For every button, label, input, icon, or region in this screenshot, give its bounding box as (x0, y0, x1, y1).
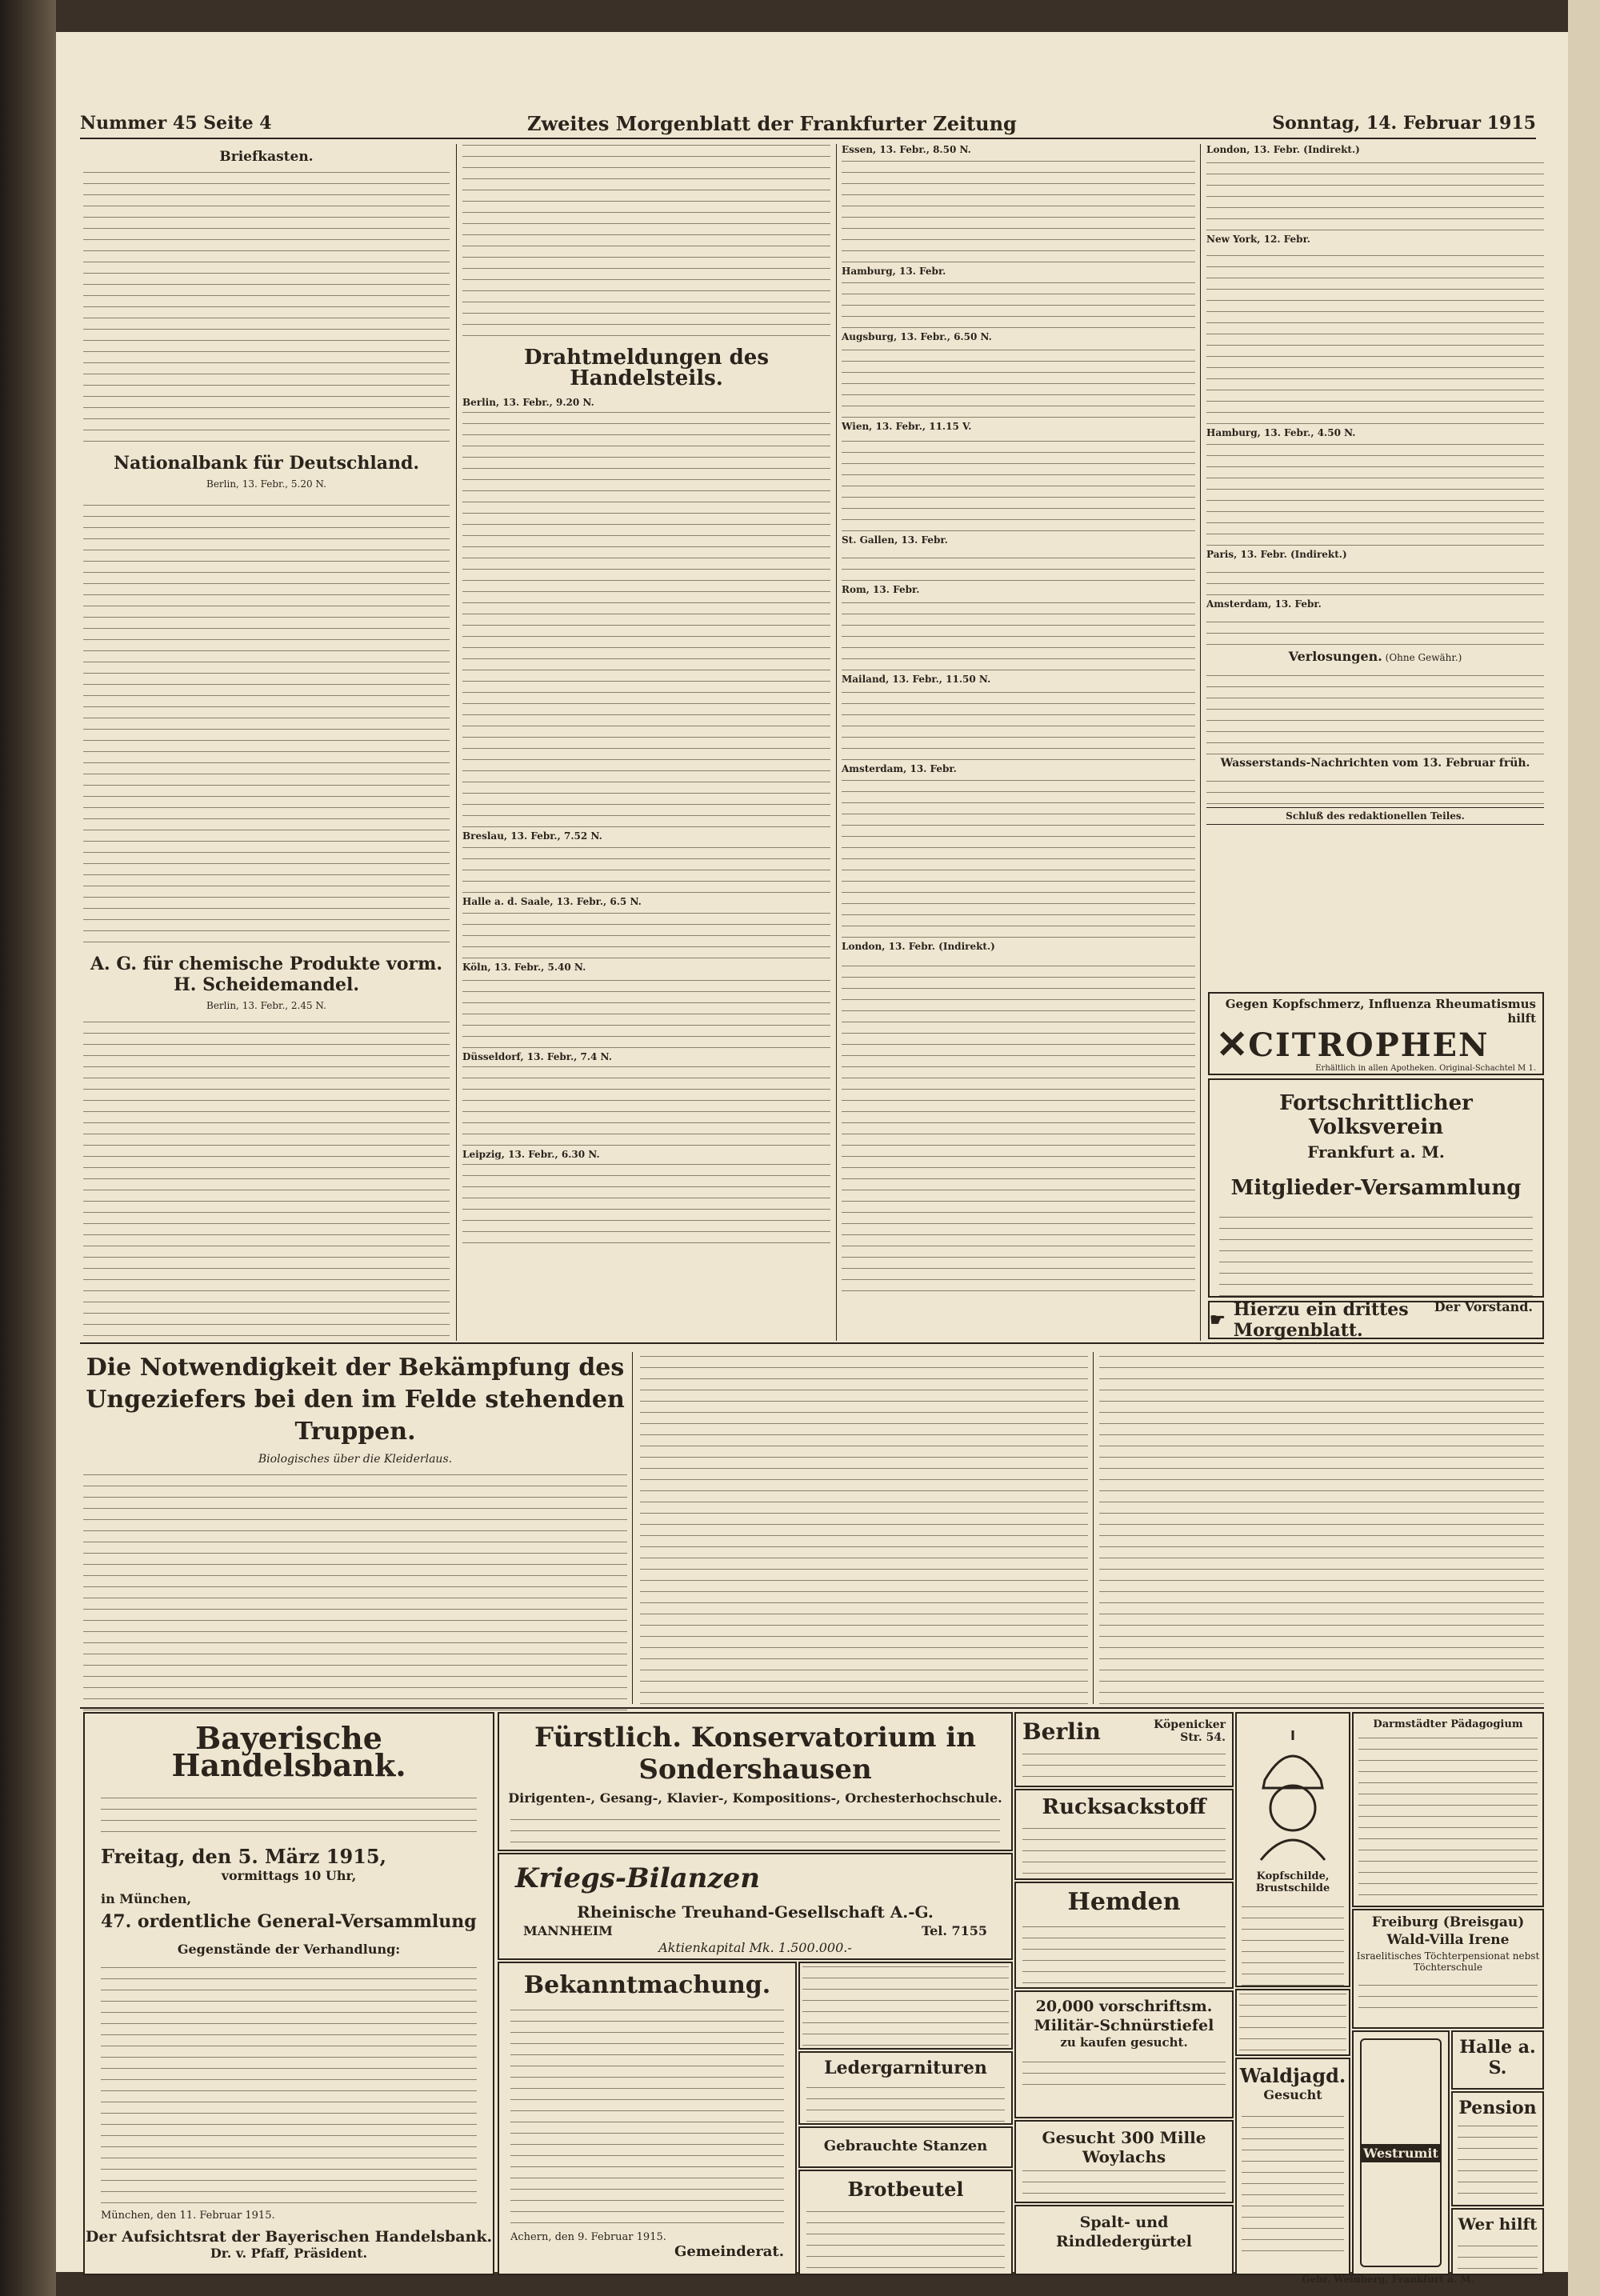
bank-ad-chair: Dr. v. Pfaff, Präsident. (210, 2246, 368, 2261)
issue-date: Sonntag, 14. Februar 1915 (1272, 113, 1536, 134)
feature-article (83, 1352, 627, 1704)
dateline: Düsseldorf, 13. Febr., 7.4 N. (462, 1051, 612, 1062)
berlin-city: Berlin (1022, 1718, 1101, 1745)
bank-ad-date2: München, den 11. Februar 1915. (101, 2210, 275, 2222)
ad-waldjagd (1235, 2058, 1350, 2275)
dateline: Amsterdam, 13. Febr. (842, 763, 957, 774)
bank-ad-sign: Der Aufsichtsrat der Bayerischen Handelsbank. (85, 2228, 493, 2246)
feature-subtitle: Biologisches über die Kleiderlaus. (258, 1453, 453, 1466)
bank-ad-agenda: Gegenstände der Verhandlung: (177, 1942, 401, 1957)
leder-title: Ledergarnituren (824, 2058, 987, 2078)
ad-rucksackstoff (1014, 1789, 1234, 1880)
column-2 (462, 144, 830, 1336)
rucksack-title: Rucksackstoff (1042, 1795, 1206, 1819)
berlin-addr: Köpenicker Str. 54. (1154, 1718, 1226, 1744)
kriegs-tel: Tel. 7155 (922, 1923, 987, 1938)
text-block (83, 1016, 450, 1336)
text-block (462, 1066, 830, 1146)
dateline: New York, 12. Febr. (1206, 234, 1310, 245)
citrophen-tagline: Gegen Kopfschmerz, Influenza Rheumatismus hilft (1225, 997, 1536, 1026)
halle-title: Halle a. S. (1459, 2037, 1536, 2078)
schnuer-title: 20,000 vorschriftsm. Militär-Schnürstiefel (1034, 1998, 1214, 2034)
column-3 (842, 144, 1195, 1336)
wer-hilft-title: Wer hilft (1458, 2214, 1538, 2234)
helmet-soldier-icon (1249, 1724, 1337, 1860)
book-spine (0, 0, 56, 2296)
ad-bekanntmachung (498, 1962, 797, 2275)
citrophen-sub: Erhältlich in allen Apotheken. Original-Schachtel M 1. (1315, 1064, 1536, 1073)
ad-konservatorium (498, 1712, 1013, 1851)
dateline: Breslau, 13. Febr., 7.52 N. (462, 830, 602, 842)
bottom-city: Frankfurt a. M. (1391, 2274, 1474, 2285)
text-block (462, 144, 830, 336)
brotbeutel-title: Brotbeutel (847, 2178, 964, 2201)
feature-title: Die Notwendigkeit der Bekämpfung des Ungeziefers bei den im Felde stehenden Truppen. (86, 1354, 625, 1446)
dateline: Mailand, 13. Febr., 11.50 N. (842, 674, 991, 685)
kriegs-firm: Rheinische Treuhand-Gesellschaft A.-G. (577, 1902, 934, 1922)
kopfschild-title: Kopfschilde, Brustschilde (1255, 1870, 1330, 1894)
ad-brotbeutel (798, 2170, 1013, 2275)
bekannt-place: Achern, den 9. Februar 1915. (510, 2231, 666, 2243)
bottom-firm-line (1235, 2274, 1541, 2285)
page-edge (1568, 0, 1600, 2296)
feature-continuation (640, 1352, 1088, 1704)
ad-woylachs (1014, 2120, 1234, 2203)
dateline: London, 13. Febr. (Indirekt.) (1206, 144, 1360, 155)
dateline: Köln, 13. Febr., 5.40 N. (462, 962, 586, 973)
ad-volksverein (1208, 1078, 1544, 1314)
column-1 (83, 144, 450, 1336)
notice-third-morning (1208, 1301, 1544, 1339)
ad-berlin (1014, 1712, 1234, 1787)
ad-bayerische-handelsbank (83, 1712, 494, 2275)
ad-pension (1451, 2091, 1544, 2206)
page-header (80, 109, 1536, 139)
dateline: Paris, 13. Febr. (Indirekt.) (1206, 549, 1347, 560)
verein-meeting: Mitglieder-Versammlung (1230, 1176, 1522, 1200)
konserv-sub: Dirigenten-, Gesang-, Klavier-, Kompositions-, Orchesterhochschule. (508, 1790, 1002, 1806)
dateline: Berlin, 13. Febr., 5.20 N. (206, 478, 326, 490)
ad-kriegs-bilanzen (498, 1853, 1013, 1960)
dateline: Berlin, 13. Febr., 2.45 N. (206, 1000, 326, 1011)
dateline: Wien, 13. Febr., 11.15 V. (842, 421, 972, 432)
issue-number: Nummer 45 Seite 4 (80, 113, 272, 134)
ad-citrophen (1208, 992, 1544, 1075)
ad-stanzen (798, 2126, 1013, 2168)
ad-small-notice (798, 1962, 1013, 2050)
section-briefkasten: Briefkasten. (219, 149, 314, 165)
dateline: St. Gallen, 13. Febr. (842, 534, 948, 546)
verein-city: Frankfurt a. M. (1307, 1142, 1445, 1162)
verein-title: Fortschrittlicher Volksverein (1279, 1091, 1473, 1139)
paed-title: Darmstädter Pädagogium (1373, 1718, 1523, 1730)
schnuer-sub: zu kaufen gesucht. (1060, 2035, 1188, 2050)
dateline: Hamburg, 13. Febr. (842, 266, 946, 277)
hemden-title: Hemden (1067, 1888, 1181, 1916)
spalt-title: Spalt- und Rindledergürtel (1056, 2214, 1192, 2250)
masthead: Zweites Morgenblatt der Frankfurter Zeitung (526, 111, 1017, 135)
ad-freiburg (1352, 1909, 1544, 2029)
verein-sign: Der Vorstand. (1434, 1299, 1533, 1314)
ad-westrumit-can (1352, 2030, 1450, 2275)
woylachs-title: Gesucht 300 Mille Woylachs (1042, 2128, 1206, 2166)
text-block (462, 1163, 830, 1243)
text-block (462, 976, 830, 1048)
freiburg-sub: Israelitisches Töchterpensionat nebst Töchterschule (1356, 1950, 1540, 1973)
ad-wer-hilft (1451, 2208, 1544, 2275)
dateline: Halle a. d. Saale, 13. Febr., 6.5 N. (462, 896, 642, 907)
feature-continuation (1099, 1352, 1544, 1704)
third-morning-text: Hierzu ein drittes Morgenblatt. (1233, 1299, 1409, 1341)
kriegs-title: Kriegs-Bilanzen (515, 1862, 761, 1894)
bottom-firm: Gebr. Weinberg, (1302, 2274, 1389, 2285)
ad-paedagogium (1352, 1712, 1544, 1907)
lottery-note: (Ohne Gewähr.) (1385, 652, 1462, 663)
text-block (462, 411, 830, 827)
bekannt-title: Bekanntmachung. (523, 1971, 771, 1999)
newspaper-page (56, 32, 1568, 2285)
ad-small-notice (1235, 1989, 1350, 2056)
text-block (462, 910, 830, 958)
dateline: London, 13. Febr. (Indirekt.) (842, 941, 995, 952)
kriegs-city: MANNHEIM (523, 1923, 613, 1938)
text-block (83, 494, 450, 942)
konserv-title: Fürstlich. Konservatorium in Sondershausen (534, 1722, 976, 1786)
text-block (462, 845, 830, 893)
pointing-hand-icon: ☛ (1210, 1310, 1226, 1330)
dateline: Essen, 13. Febr., 8.50 N. (842, 144, 971, 155)
bekannt-sign: Gemeinderat. (674, 2243, 784, 2260)
kriegs-capital: Aktienkapital Mk. 1.500.000.- (658, 1940, 852, 1955)
waldjagd-sub: Gesucht (1263, 2087, 1322, 2102)
ad-ledergarnituren (798, 2051, 1013, 2125)
ad-hemden (1014, 1882, 1234, 1989)
headline-scheidemandel: A. G. für chemische Produkte vorm. H. Scheidemandel. (90, 954, 443, 995)
section-drahtmeldungen: Drahtmeldungen des Handelsteils. (524, 346, 769, 390)
ad-kopfschilde (1235, 1712, 1350, 1987)
ad-schnuerstiefel (1014, 1990, 1234, 2118)
waldjagd-title: Waldjagd. (1239, 2064, 1346, 2087)
westrumit-name: Westrumit (1360, 2144, 1442, 2162)
water-title: Wasserstands-Nachrichten vom 13. Februar früh. (1220, 757, 1530, 770)
text-block (83, 170, 450, 442)
bank-ad-city: in München, (101, 1891, 192, 1906)
dateline: Berlin, 13. Febr., 9.20 N. (462, 397, 594, 408)
soldier-illustration (1243, 1720, 1342, 1864)
stanzen-title: Gebrauchte Stanzen (823, 2138, 988, 2154)
freiburg-title: Freiburg (Breisgau) Wald-Villa Irene (1371, 1914, 1525, 1948)
dateline: Hamburg, 13. Febr., 4.50 N. (1206, 427, 1356, 438)
can-illustration (1360, 2038, 1442, 2267)
citrophen-logo (1210, 1022, 1542, 1067)
cross-icon: ✕ (1216, 1022, 1249, 1067)
bank-ad-title: Bayerische Handelsbank. (171, 1720, 406, 1783)
bank-ad-event: 47. ordentliche General-Versammlung (101, 1911, 477, 1932)
ad-spalt (1014, 2205, 1234, 2275)
dateline: Augsburg, 13. Febr., 6.50 N. (842, 331, 992, 342)
bank-ad-time: vormittags 10 Uhr, (221, 1868, 357, 1883)
dateline: Amsterdam, 13. Febr. (1206, 598, 1322, 610)
ad-halle (1451, 2030, 1544, 2090)
citrophen-name: CITROPHEN (1248, 1026, 1490, 1064)
pension-title: Pension (1458, 2098, 1537, 2118)
lottery-title: Verlosungen. (1288, 649, 1382, 664)
bank-ad-date: Freitag, den 5. März 1915, (101, 1845, 386, 1868)
editorial-end: Schluß des redaktionellen Teiles. (1206, 807, 1544, 825)
headline-nationalbank: Nationalbank für Deutschland. (113, 453, 420, 474)
dateline: Rom, 13. Febr. (842, 584, 920, 595)
dateline: Leipzig, 13. Febr., 6.30 N. (462, 1149, 600, 1160)
